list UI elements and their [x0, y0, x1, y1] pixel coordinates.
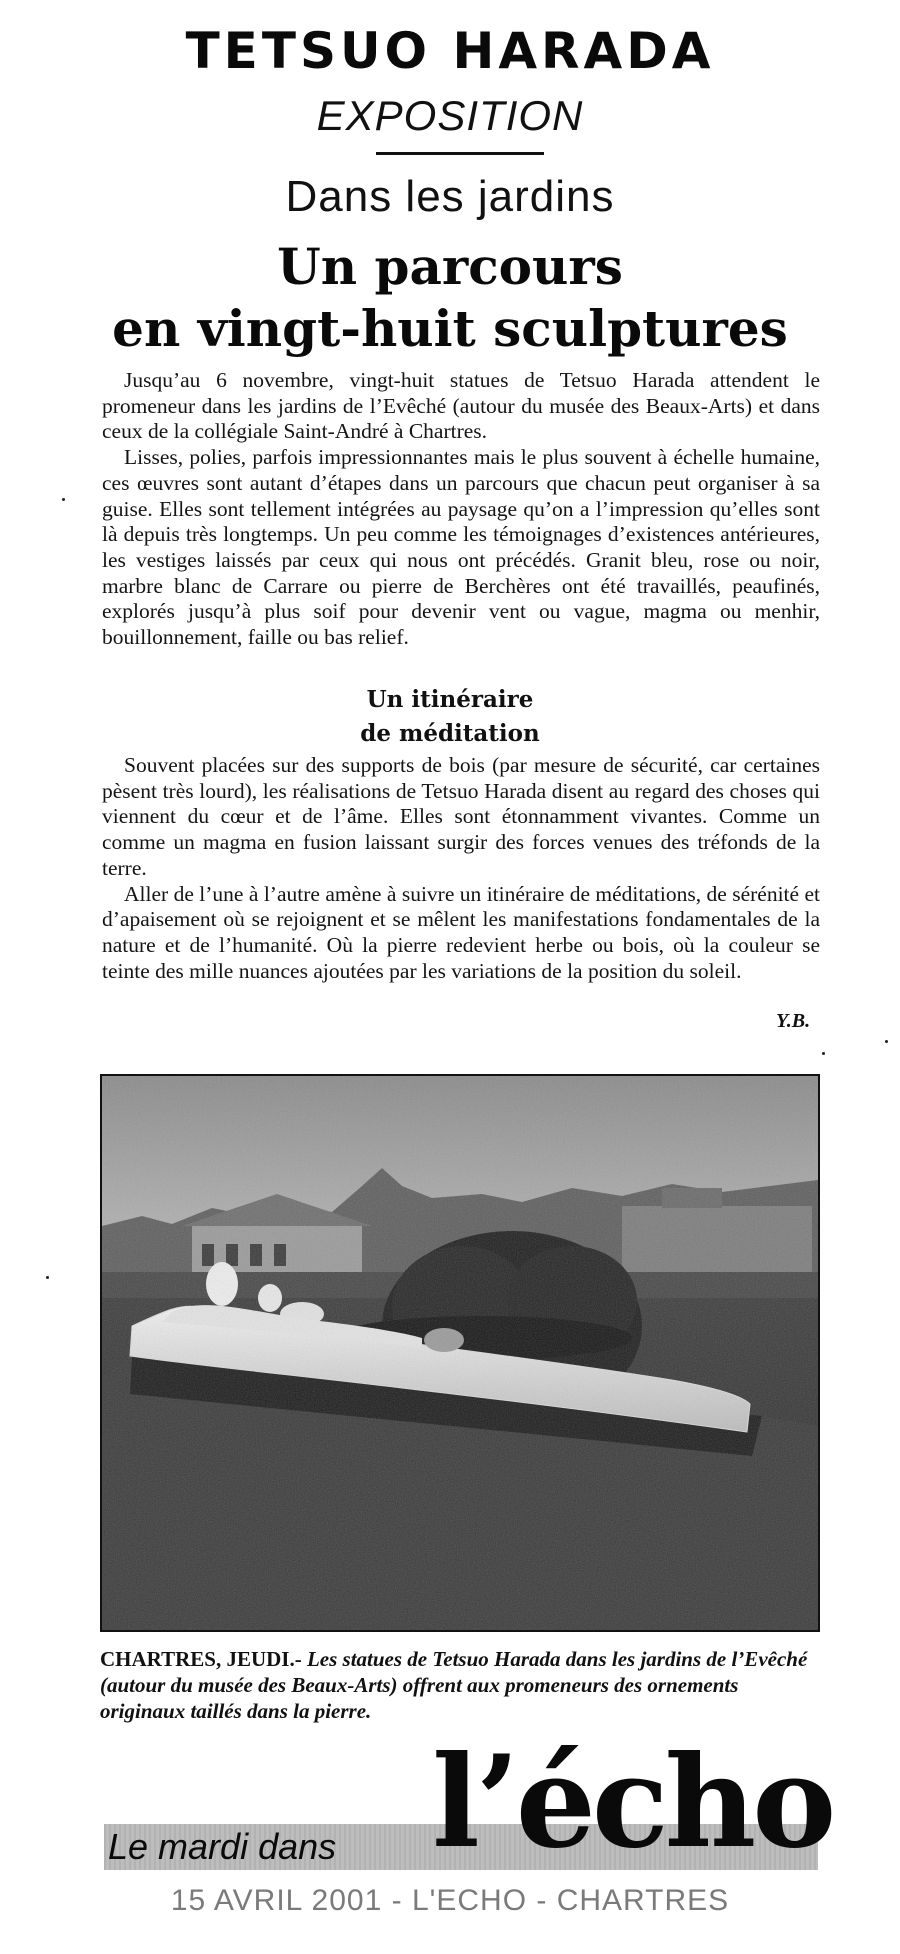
scan-speck — [62, 498, 65, 501]
author-signature: Y.B. — [776, 1010, 811, 1032]
kicker: Dans les jardins — [285, 172, 615, 221]
title-rule — [376, 152, 544, 155]
paragraph: Souvent placées sur des supports de bois (par mesure de sécurité, car certaines pèsent très lourd), les réalisations de Tetsuo Harada disent au regard des choses qui viennent du cœur et de l’âme. Elles sont étonnamment vivantes. Comme un comme un magma en fusion laissant surgir des forces venues des tréfonds de la terre. — [102, 753, 820, 880]
headline-line-2: en vingt-huit sculptures — [112, 299, 788, 358]
caption-text: Les statues de Tetsuo Harada dans les jardins de l’Evêché (autour du musée des Beaux-Arts) offrent aux promeneurs des ornements originaux taillés dans la pierre. — [100, 1647, 808, 1723]
paragraph: Jusqu’au 6 novembre, vingt-huit statues de Tetsuo Harada attendent le promeneur dans les jardins de l’Evêché (autour du musée des Beaux-Arts) et dans ceux de la collégiale Saint-André à Chartres. — [102, 368, 820, 444]
newspaper-banner — [104, 1728, 833, 1876]
subheading-line-2: de méditation — [360, 720, 540, 747]
section-label: EXPOSITION — [316, 92, 584, 139]
source-footer: 15 AVRIL 2001 - L'ECHO - CHARTRES — [170, 1884, 730, 1917]
banner-tagline: Le mardi dans — [108, 1826, 337, 1867]
scan-speck — [46, 1276, 49, 1279]
newspaper-logo: l’écho — [432, 1728, 833, 1876]
scan-speck — [885, 1040, 888, 1043]
section-2-text — [102, 753, 820, 984]
sculpture-photo — [100, 1074, 820, 1632]
scan-speck — [822, 1052, 825, 1055]
headline — [0, 236, 900, 360]
paragraph: Aller de l’une à l’autre amène à suivre un itinéraire de méditations, de sérénité et d’apaisement où se rejoignent et se mêlent les manifestations fondamentales de la nature et de l’humanité. Où la pierre redevient herbe ou bois, où la couleur se teinte des mille nuances ajoutées par les variations de la position du soleil. — [102, 881, 820, 983]
headline-line-1: Un parcours — [277, 237, 623, 296]
artist-name: TETSUO HARADA — [185, 22, 715, 80]
intro-text — [102, 368, 820, 651]
subheading-line-1: Un itinéraire — [366, 686, 534, 713]
paragraph: Lisses, polies, parfois impressionnantes mais le plus souvent à échelle humaine, ces œuvres sont autant d’étapes dans un parcours que chacun peut organiser à sa guise. Elles sont tellement intégrées au paysage qu’on a l’impression qu’elles sont là depuis très longtemps. Un peu comme les témoignages d’existences antérieures, les vestiges laissés par ceux qui nous ont précédés. Granit bleu, rose ou noir, marbre blanc de Carrare ou pierre de Berchères ont été travaillés, peaufinés, explorés jusqu’à plus soif pour devenir vent ou vague, magma ou menhir, bouillonnement, faille ou bas relief. — [102, 445, 820, 650]
caption-dateline: CHARTRES, JEUDI.- — [100, 1647, 302, 1671]
photo-caption — [100, 1646, 822, 1724]
subheading — [0, 683, 900, 751]
photo-illustration — [102, 1076, 818, 1630]
